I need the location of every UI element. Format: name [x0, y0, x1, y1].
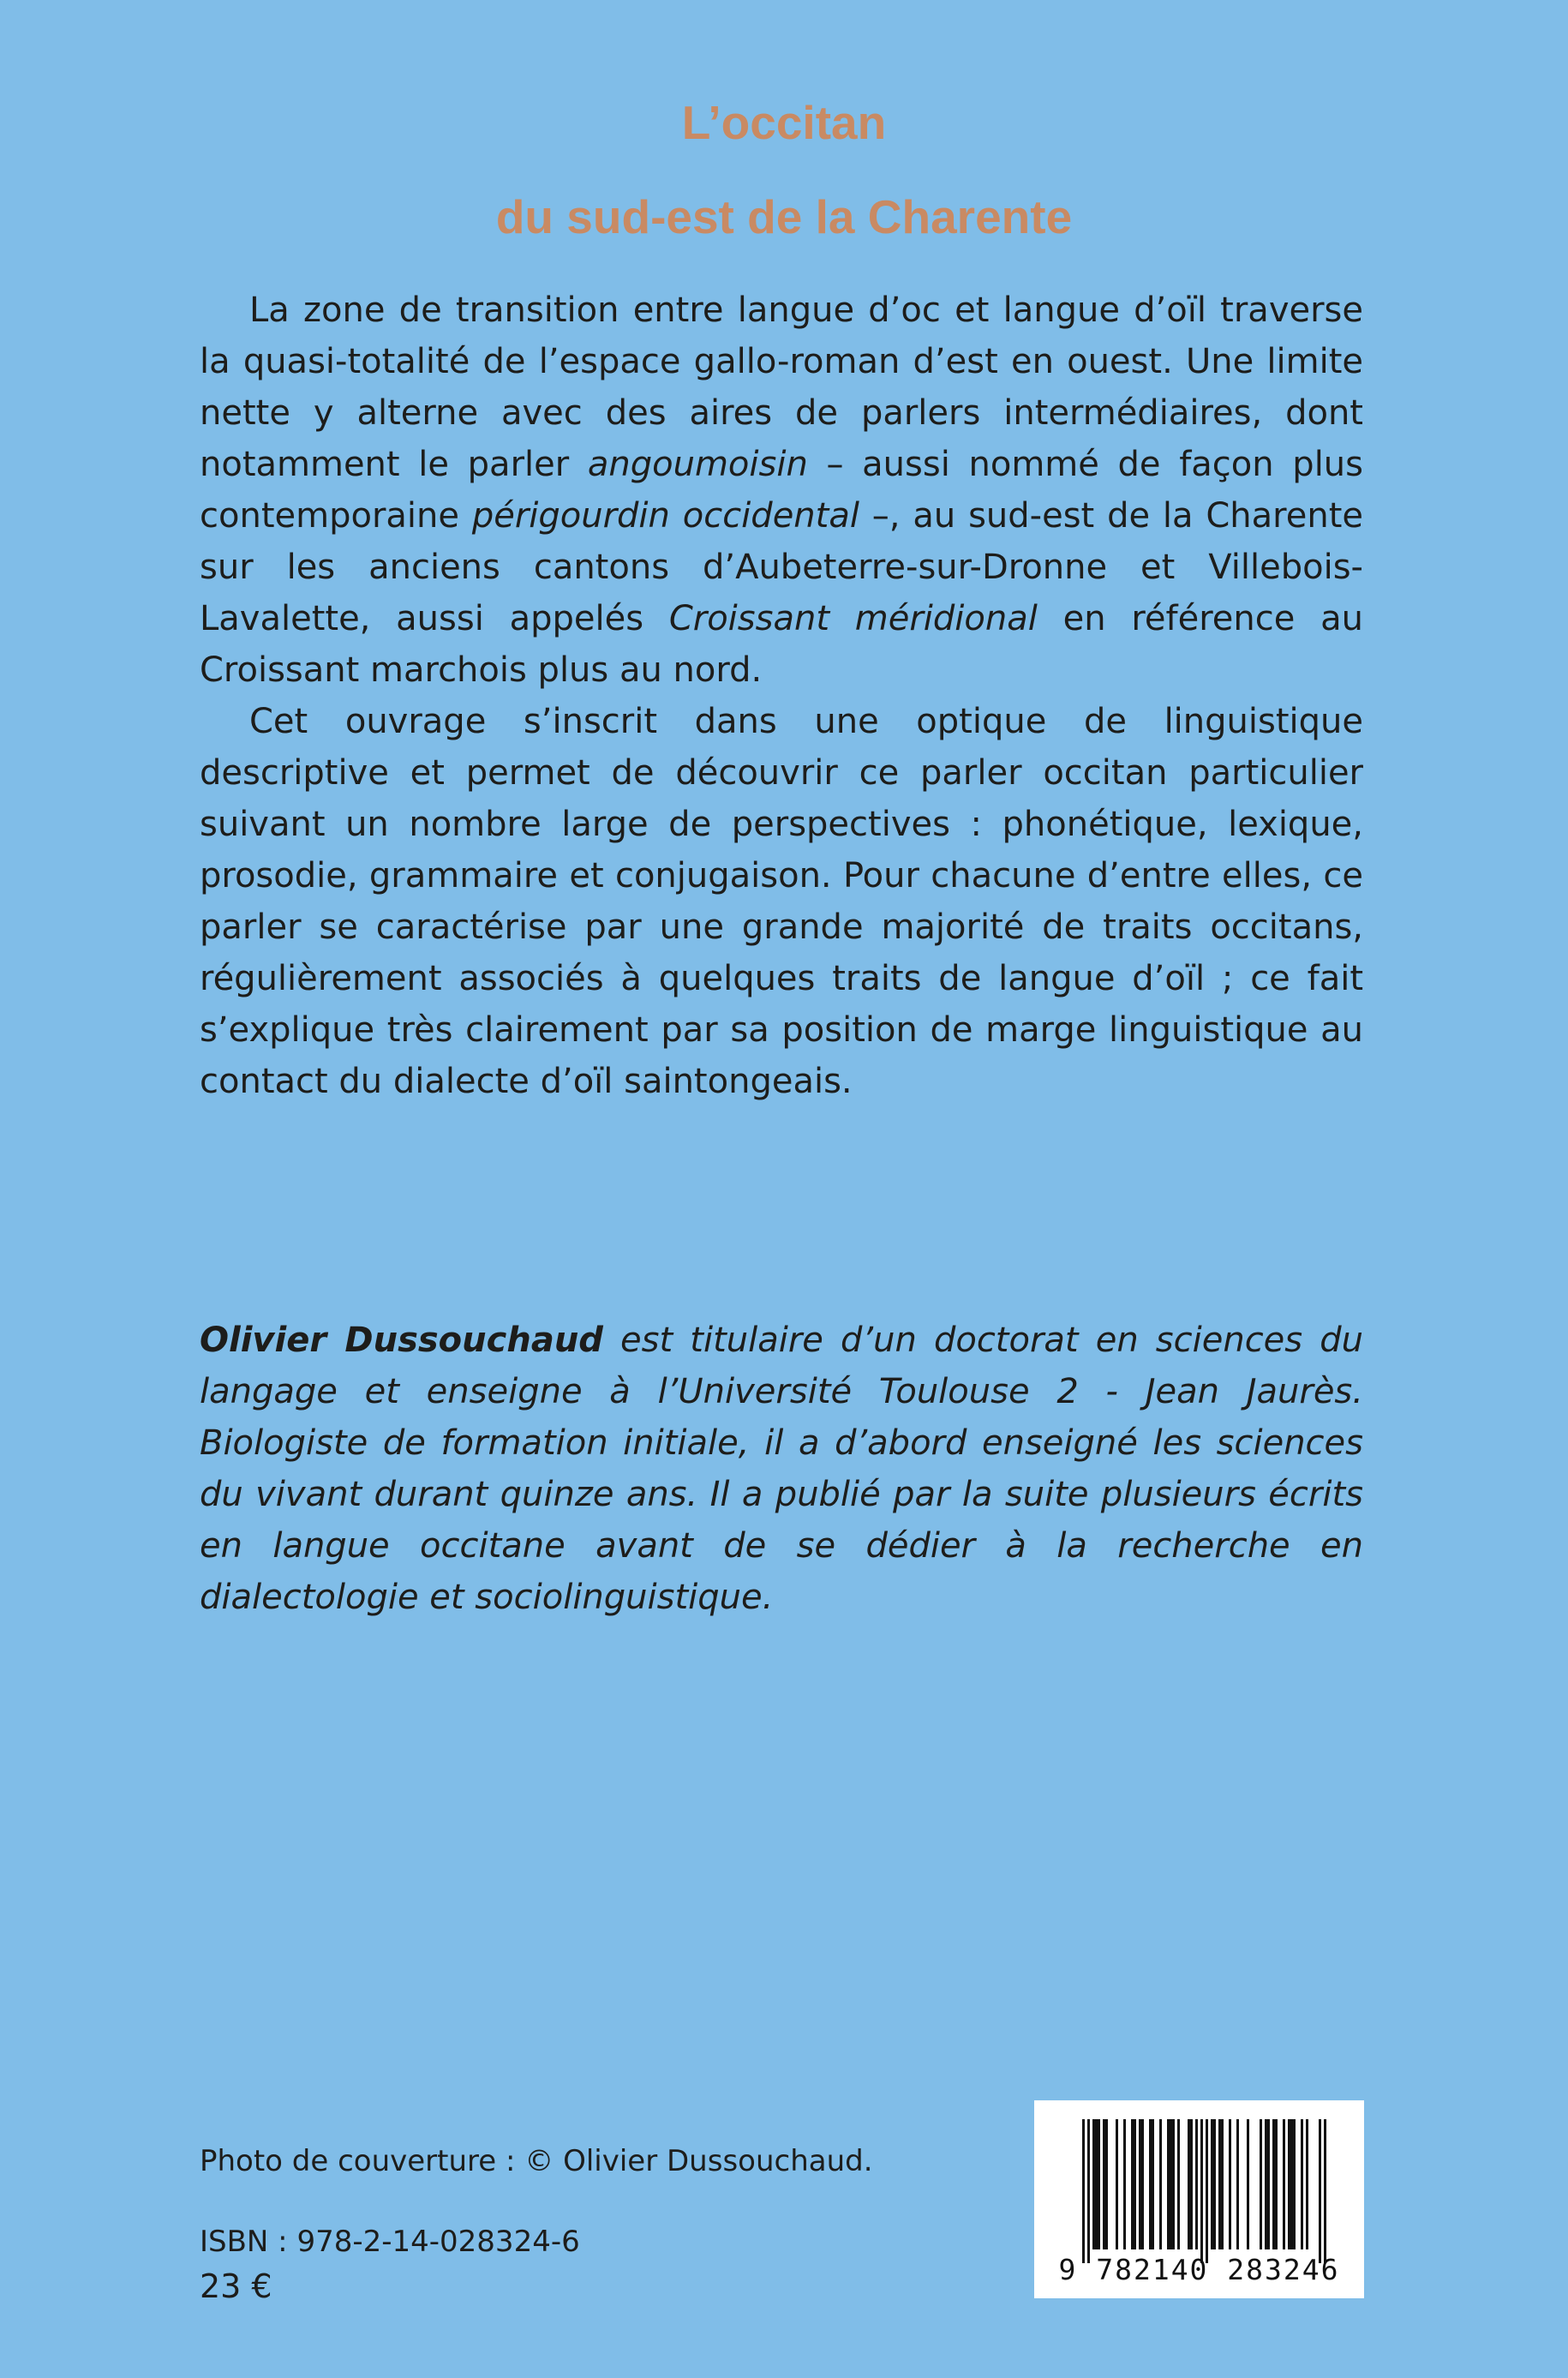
barcode-bar: [1123, 2119, 1126, 2249]
barcode-bar: [1283, 2119, 1285, 2249]
barcode-bar: [1149, 2119, 1152, 2249]
barcode-bar: [1098, 2119, 1100, 2249]
blurb-run: La zone de transition entre langue d’oc et langue d’oïl traverse la quasi-totalité de l’espace gallo-roman d’est en ouest. Une limite nette y alterne avec des aires de parlers intermédiaires, dont notamment le parler: [200, 291, 1363, 484]
barcode-digits: 9 782140 283246: [1058, 2253, 1340, 2286]
barcode-bar: [1082, 2119, 1085, 2263]
blurb-run: –, au sud-est de la Charente sur les anciens cantons d’Aubeterre-sur-Dronne et Villebois-Lavalette, aussi appelés: [200, 496, 1363, 638]
barcode-bar: [1170, 2119, 1172, 2249]
blurb-run: angoumoisin: [587, 445, 808, 484]
barcode-bar: [1095, 2119, 1098, 2249]
author-name: Olivier Dussouchaud: [200, 1321, 603, 1360]
blurb-run: en référence au Croissant marchois plus au nord.: [200, 599, 1363, 690]
barcode-bar: [1236, 2119, 1239, 2249]
barcode-bar: [1213, 2119, 1216, 2249]
barcode-bar: [1134, 2119, 1136, 2249]
barcode-bar: [1152, 2119, 1154, 2249]
barcode-bar: [1301, 2119, 1303, 2249]
barcode-bar: [1167, 2119, 1170, 2249]
barcode-bar: [1206, 2119, 1208, 2263]
book-title: [0, 75, 1568, 264]
barcode-bar: [1139, 2119, 1141, 2249]
barcode-bar: [1116, 2119, 1118, 2249]
barcode-bar: [1247, 2119, 1249, 2249]
barcode-bar: [1105, 2119, 1108, 2249]
barcode-bar: [1092, 2119, 1095, 2249]
barcode-bar: [1195, 2119, 1198, 2249]
barcode-bar: [1260, 2119, 1262, 2249]
barcode-bar: [1319, 2119, 1321, 2263]
barcode-bar: [1087, 2119, 1090, 2263]
barcode-bar: [1211, 2119, 1213, 2249]
barcode-bar: [1324, 2119, 1326, 2263]
title-line-2: du sud-est de la Charente: [495, 190, 1073, 243]
barcode-bar: [1177, 2119, 1180, 2249]
barcode-bar: [1275, 2119, 1278, 2249]
barcode-bar: [1190, 2119, 1193, 2249]
price: 23 €: [200, 2267, 272, 2305]
barcode: [1034, 2100, 1364, 2298]
barcode-bar: [1188, 2119, 1190, 2249]
blurb-paragraph-2: Cet ouvrage s’inscrit dans une optique de linguistique descriptive et permet de découvrir ce parler occitan particulier suivant un nombre large de perspectives : phonétique, lexique, prosodie, grammaire et conjugaison. Pour chacune d’entre elles, ce parler se caractérise par une grande majorité de traits occitans, régulièrement associés à quelques traits de langue d’oïl ; ce fait s’explique très clairement par sa position de marge linguistique au contact du dialecte d’oïl saintongeais.: [200, 702, 1363, 1101]
barcode-bar: [1131, 2119, 1134, 2249]
author-bio: [200, 1315, 1363, 1623]
blurb-run: – aussi nommé de façon plus contemporaine: [200, 445, 1363, 536]
barcode-bar: [1103, 2119, 1105, 2249]
book-blurb: [200, 285, 1363, 1107]
barcode-bar: [1290, 2119, 1293, 2249]
barcode-bar: [1172, 2119, 1175, 2249]
barcode-bar: [1200, 2119, 1203, 2263]
author-bio-text: est titulaire d’un doctorat en sciences du langage et enseigne à l’Université Toulouse 2 - Jean Jaurès. Biologiste de formation initiale, il a d’abord enseigné les sciences du vivant durant quinze ans. Il a publié par la suite plusieurs écrits en langue occitane avant de se dédier à la recherche en dialectologie et sociolinguistique.: [200, 1321, 1363, 1617]
barcode-bar: [1218, 2119, 1221, 2249]
barcode-bar: [1272, 2119, 1275, 2249]
blurb-run: périgourdin occidental: [471, 496, 859, 536]
barcode-bar: [1229, 2119, 1231, 2249]
barcode-bar: [1159, 2119, 1162, 2249]
blurb-run: Croissant méridional: [668, 599, 1038, 638]
barcode-bar: [1288, 2119, 1290, 2249]
isbn: ISBN : 978-2-14-028324-6: [200, 2225, 580, 2259]
barcode-bar: [1267, 2119, 1270, 2249]
barcode-bar: [1221, 2119, 1224, 2249]
barcode-bar: [1293, 2119, 1296, 2249]
barcode-bar: [1265, 2119, 1267, 2249]
barcode-bar: [1141, 2119, 1144, 2249]
barcode-bar: [1306, 2119, 1308, 2249]
photo-credit: Photo de couverture : © Olivier Dussouchaud.: [200, 2144, 873, 2178]
blurb-paragraph-1: [200, 285, 1363, 696]
title-line-1: L’occitan: [681, 96, 887, 149]
